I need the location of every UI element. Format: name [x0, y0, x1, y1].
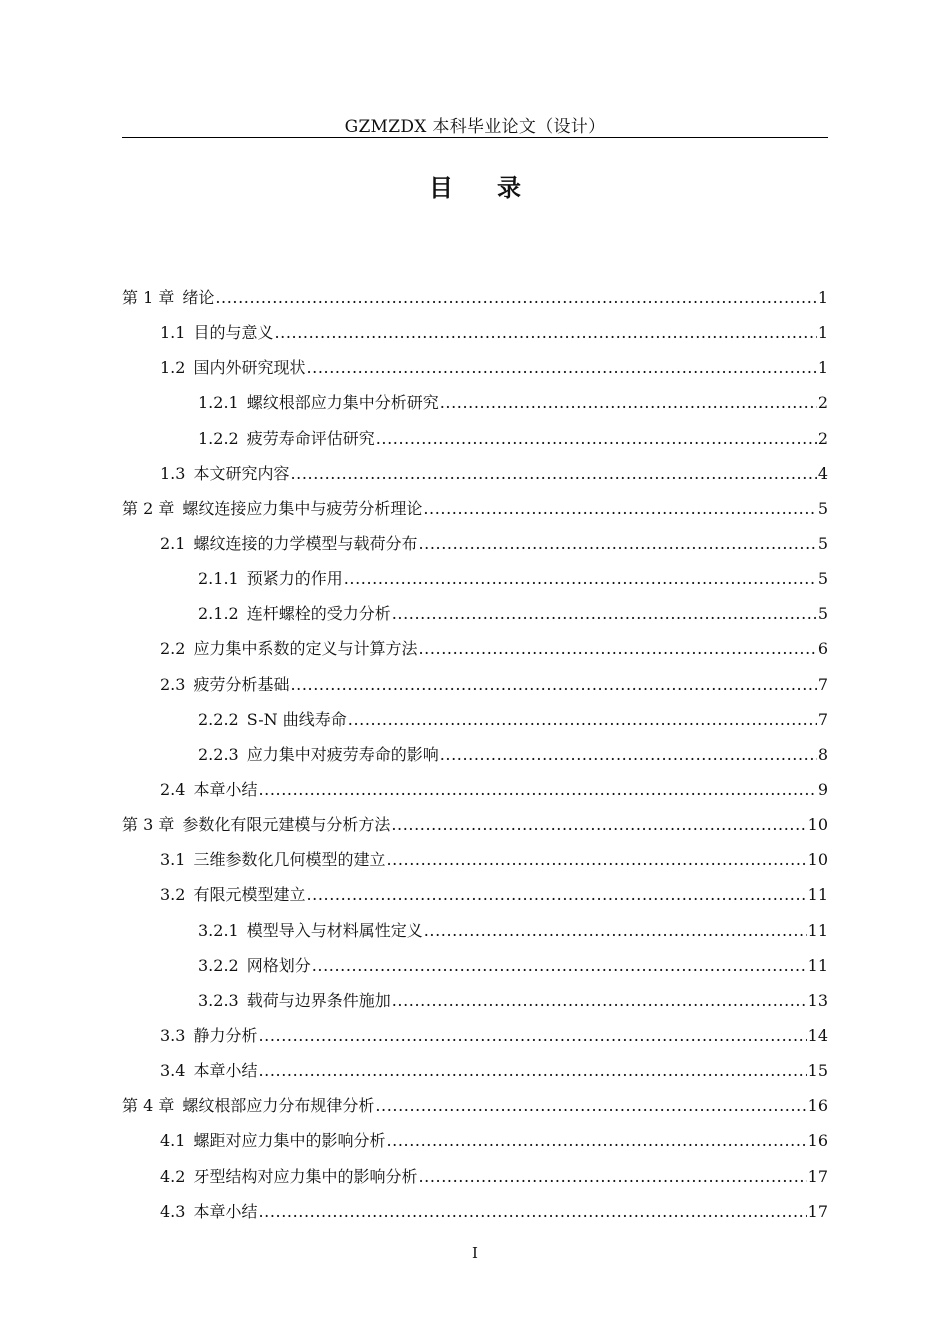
toc-entry-label: 应力集中对疲劳寿命的影响: [246, 744, 439, 764]
toc-dot-leader: [386, 1123, 806, 1158]
toc-entry-page: 1: [817, 288, 828, 307]
toc-entry-label: 连杆螺栓的受力分析: [246, 604, 391, 624]
toc-entry[interactable]: [122, 1123, 828, 1158]
toc-entry-number: 2.2.3: [198, 744, 239, 764]
toc-entry-page: 11: [807, 955, 828, 975]
toc-entry[interactable]: [122, 315, 828, 350]
toc-dot-leader: [418, 526, 816, 561]
toc-dot-leader: [375, 1088, 806, 1123]
toc-entry[interactable]: [122, 702, 828, 737]
toc-entry[interactable]: [122, 877, 828, 912]
toc-entry[interactable]: [122, 948, 828, 983]
toc-entry-number: 1.2.2: [198, 428, 239, 448]
toc-entry-page: 17: [807, 1166, 828, 1186]
toc-dot-leader: [386, 842, 806, 877]
toc-dot-leader: [312, 948, 807, 983]
toc-entry[interactable]: [122, 1194, 828, 1229]
toc-dot-leader: [392, 983, 807, 1018]
toc-entry-label: 螺纹连接应力集中与疲劳分析理论: [182, 498, 423, 518]
toc-entry-label: 目的与意义: [193, 323, 274, 343]
toc-entry-number: 第 3 章: [122, 815, 175, 835]
toc-dot-leader: [258, 772, 816, 807]
toc-entry-page: 1: [817, 323, 828, 343]
toc-entry-label: 螺纹连接的力学模型与载荷分布: [193, 533, 418, 553]
toc-dot-leader: [215, 280, 816, 315]
toc-entry-number: 3.4: [160, 1061, 186, 1081]
toc-entry-number: 2.2: [160, 639, 186, 659]
toc-entry[interactable]: [122, 421, 828, 456]
toc-entry-label: 螺纹根部应力集中分析研究: [246, 393, 439, 413]
toc-entry[interactable]: [122, 1018, 828, 1053]
toc-entry-page: 11: [807, 885, 828, 905]
toc-entry[interactable]: [122, 1088, 828, 1123]
table-of-contents: [122, 280, 828, 1229]
toc-dot-leader: [440, 737, 817, 772]
toc-entry-number: 2.4: [160, 779, 186, 799]
toc-entry[interactable]: [122, 983, 828, 1018]
toc-entry-number: 1.1: [160, 323, 186, 343]
toc-entry-page: 4: [817, 463, 828, 483]
toc-dot-leader: [290, 456, 816, 491]
toc-entry-label: 模型导入与材料属性定义: [246, 920, 423, 940]
toc-dot-leader: [418, 1159, 806, 1194]
toc-entry-number: 2.1.1: [198, 569, 239, 589]
toc-entry-number: 2.3: [160, 674, 186, 694]
toc-entry-number: 2.2.2: [198, 709, 239, 729]
toc-entry-label: 有限元模型建立: [193, 885, 306, 905]
toc-entry-page: 10: [807, 815, 828, 835]
toc-entry[interactable]: [122, 280, 828, 315]
toc-entry-page: 17: [807, 1201, 828, 1221]
toc-entry-number: 第 2 章: [122, 498, 175, 518]
toc-entry[interactable]: [122, 807, 828, 842]
toc-entry-label: 螺纹根部应力分布规律分析: [182, 1096, 375, 1116]
toc-entry[interactable]: [122, 842, 828, 877]
toc-entry-page: 10: [807, 850, 828, 870]
toc-entry-number: 1.3: [160, 463, 186, 483]
toc-entry-page: 9: [817, 779, 828, 799]
toc-entry-page: 7: [817, 709, 828, 729]
toc-entry-number: 3.3: [160, 1025, 186, 1045]
toc-entry-label: 螺距对应力集中的影响分析: [193, 1131, 386, 1151]
toc-entry[interactable]: [122, 772, 828, 807]
toc-entry-number: 4.2: [160, 1166, 186, 1186]
toc-entry-label: 参数化有限元建模与分析方法: [182, 815, 391, 835]
toc-entry-page: 13: [807, 990, 828, 1010]
toc-entry-label: 预紧力的作用: [246, 569, 343, 589]
toc-dot-leader: [274, 315, 816, 350]
toc-entry[interactable]: [122, 596, 828, 631]
page-title: 目录: [429, 174, 565, 202]
toc-entry-label: S-N 曲线寿命: [246, 709, 347, 729]
toc-entry-page: 2: [817, 428, 828, 448]
toc-entry-page: 16: [807, 1096, 828, 1116]
toc-entry[interactable]: [122, 350, 828, 385]
toc-entry[interactable]: [122, 667, 828, 702]
toc-entry-number: 3.2.1: [198, 920, 239, 940]
toc-entry-page: 14: [807, 1025, 828, 1045]
toc-entry-number: 第 1 章: [122, 288, 175, 307]
toc-entry-page: 15: [807, 1061, 828, 1081]
toc-entry-page: 1: [817, 358, 828, 378]
running-header: GZMZDX 本科毕业论文（设计）: [344, 117, 606, 137]
toc-entry-label: 疲劳寿命评估研究: [246, 428, 375, 448]
toc-entry[interactable]: [122, 737, 828, 772]
toc-dot-leader: [392, 596, 817, 631]
toc-entry-number: 3.2.2: [198, 955, 239, 975]
toc-entry-label: 本章小结: [193, 1061, 258, 1081]
toc-entry[interactable]: [122, 385, 828, 420]
toc-dot-leader: [423, 491, 816, 526]
header-rule: [122, 137, 828, 138]
toc-entry-number: 4.3: [160, 1201, 186, 1221]
toc-dot-leader: [306, 350, 816, 385]
toc-entry-label: 三维参数化几何模型的建立: [193, 850, 386, 870]
toc-entry-page: 5: [817, 604, 828, 624]
toc-entry-label: 牙型结构对应力集中的影响分析: [193, 1166, 418, 1186]
toc-entry-label: 疲劳分析基础: [193, 674, 290, 694]
toc-entry-page: 5: [817, 533, 828, 553]
toc-entry-label: 绪论: [182, 288, 215, 307]
toc-dot-leader: [376, 421, 817, 456]
toc-dot-leader: [424, 913, 807, 948]
toc-entry-label: 网格划分: [246, 955, 311, 975]
page-number: I: [472, 1244, 478, 1262]
toc-dot-leader: [440, 385, 817, 420]
toc-entry[interactable]: [122, 491, 828, 526]
toc-entry-label: 本章小结: [193, 779, 258, 799]
toc-dot-leader: [348, 702, 817, 737]
toc-entry-page: 5: [817, 569, 828, 589]
toc-entry[interactable]: [122, 526, 828, 561]
toc-entry-page: 7: [817, 674, 828, 694]
toc-entry-number: 3.2: [160, 885, 186, 905]
toc-entry-label: 国内外研究现状: [193, 358, 306, 378]
toc-dot-leader: [418, 631, 816, 666]
toc-entry-number: 4.1: [160, 1131, 186, 1151]
toc-dot-leader: [258, 1018, 806, 1053]
toc-dot-leader: [391, 807, 806, 842]
toc-entry-number: 1.2: [160, 358, 186, 378]
toc-entry-label: 本章小结: [193, 1201, 258, 1221]
toc-entry-label: 载荷与边界条件施加: [246, 990, 391, 1010]
toc-entry-label: 本文研究内容: [193, 463, 290, 483]
toc-entry-page: 8: [817, 744, 828, 764]
toc-entry-number: 3.1: [160, 850, 186, 870]
toc-entry-number: 第 4 章: [122, 1096, 175, 1116]
toc-dot-leader: [258, 1053, 806, 1088]
toc-entry-label: 应力集中系数的定义与计算方法: [193, 639, 418, 659]
toc-entry[interactable]: [122, 913, 828, 948]
toc-entry-number: 2.1.2: [198, 604, 239, 624]
toc-entry-page: 16: [807, 1131, 828, 1151]
toc-entry-label: 静力分析: [193, 1025, 258, 1045]
toc-entry-page: 11: [807, 920, 828, 940]
toc-entry-number: 2.1: [160, 533, 186, 553]
toc-entry-number: 1.2.1: [198, 393, 239, 413]
toc-entry-page: 2: [817, 393, 828, 413]
toc-dot-leader: [290, 667, 816, 702]
toc-entry-page: 5: [817, 498, 828, 518]
toc-entry-number: 3.2.3: [198, 990, 239, 1010]
toc-dot-leader: [306, 877, 806, 912]
toc-entry[interactable]: [122, 631, 828, 666]
toc-entry[interactable]: [122, 561, 828, 596]
toc-entry[interactable]: [122, 1159, 828, 1194]
toc-entry[interactable]: [122, 1053, 828, 1088]
toc-dot-leader: [258, 1194, 806, 1229]
toc-dot-leader: [344, 561, 817, 596]
toc-entry[interactable]: [122, 456, 828, 491]
toc-entry-page: 6: [817, 639, 828, 659]
